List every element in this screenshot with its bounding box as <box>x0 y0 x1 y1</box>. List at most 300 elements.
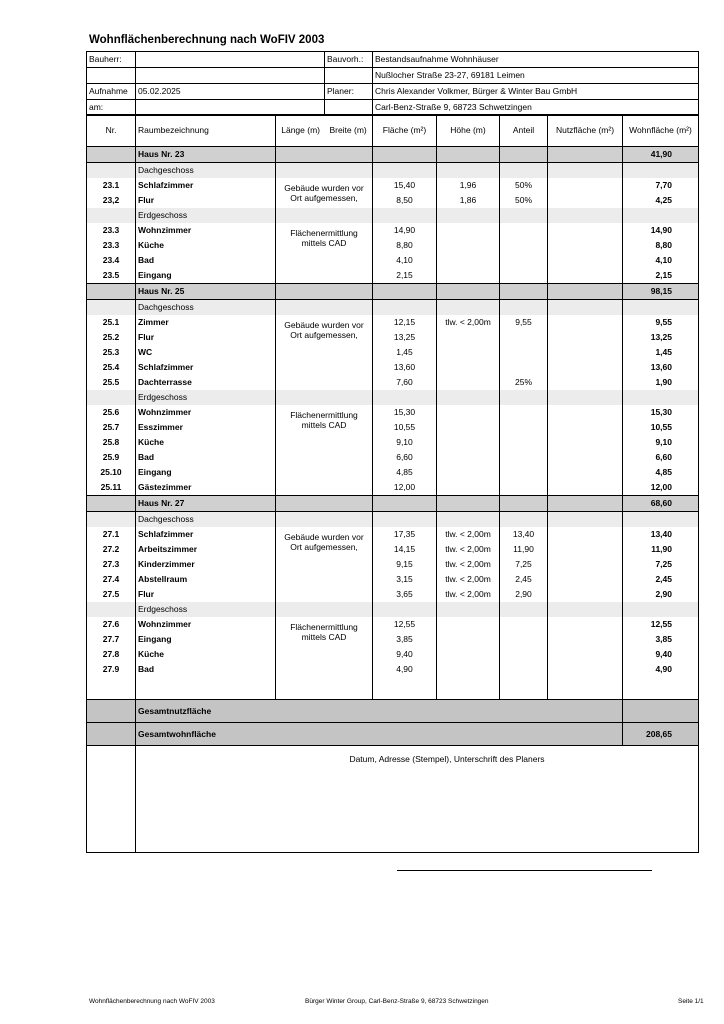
room-anteil <box>500 647 548 662</box>
room-flaeche: 7,60 <box>373 375 437 390</box>
room-wohnflaeche: 2,45 <box>623 572 699 587</box>
room-hoehe <box>437 450 500 465</box>
room-nutzflaeche <box>548 178 623 193</box>
room-name: Abstellraum <box>136 572 276 587</box>
room-hoehe <box>437 238 500 253</box>
floor-cell <box>548 300 623 316</box>
floor-cell <box>437 163 500 179</box>
room-flaeche: 3,15 <box>373 572 437 587</box>
col-hoehe: Höhe (m) <box>437 115 500 147</box>
room-name: Zimmer <box>136 315 276 330</box>
total-wohnflaeche-row <box>87 723 699 746</box>
house-dims-cell <box>276 496 373 512</box>
floor-nr-cell <box>87 602 136 617</box>
floor-cell <box>623 512 699 528</box>
room-nutzflaeche <box>548 345 623 360</box>
room-wohnflaeche: 2,90 <box>623 587 699 602</box>
room-row <box>87 360 699 375</box>
signature-label: Datum, Adresse (Stempel), Unterschrift des Planers <box>349 754 545 764</box>
house-cell <box>500 496 548 512</box>
room-row <box>87 238 699 253</box>
room-anteil: 2,45 <box>500 572 548 587</box>
planer-label: Planer: <box>325 84 373 100</box>
floor-cell <box>437 208 500 223</box>
floor-cell <box>623 390 699 405</box>
room-anteil <box>500 223 548 238</box>
house-cell <box>548 147 623 163</box>
floor-cell <box>623 300 699 316</box>
room-name: Flur <box>136 587 276 602</box>
room-nutzflaeche <box>548 450 623 465</box>
room-wohnflaeche: 9,55 <box>623 315 699 330</box>
room-wohnflaeche: 2,15 <box>623 268 699 284</box>
room-row <box>87 647 699 662</box>
floor-row <box>87 300 699 316</box>
signature-line <box>397 870 652 871</box>
bauherr-label: Bauherr: <box>87 52 136 68</box>
room-nr: 25.11 <box>87 480 136 496</box>
house-wohnflaeche: 41,90 <box>623 147 699 163</box>
room-name: Eingang <box>136 632 276 647</box>
room-row <box>87 662 699 677</box>
floor-name: Erdgeschoss <box>136 390 276 405</box>
floor-cell <box>500 163 548 179</box>
house-dims-cell <box>276 284 373 300</box>
room-hoehe: tlw. < 2,00m <box>437 557 500 572</box>
room-hoehe <box>437 465 500 480</box>
room-hoehe <box>437 435 500 450</box>
room-wohnflaeche: 8,80 <box>623 238 699 253</box>
room-anteil: 50% <box>500 178 548 193</box>
room-nr: 23.5 <box>87 268 136 284</box>
house-cell <box>373 496 437 512</box>
room-wohnflaeche: 4,85 <box>623 465 699 480</box>
floor-cell <box>623 208 699 223</box>
house-wohnflaeche: 68,60 <box>623 496 699 512</box>
floor-row <box>87 208 699 223</box>
room-anteil <box>500 345 548 360</box>
floor-name: Dachgeschoss <box>136 512 276 528</box>
house-cell <box>500 284 548 300</box>
house-nr-cell <box>87 147 136 163</box>
room-wohnflaeche: 4,10 <box>623 253 699 268</box>
floor-dims-cell <box>276 602 373 617</box>
col-laenge-breite <box>276 115 373 147</box>
floor-cell <box>437 512 500 528</box>
measurement-note: Gebäude wurden vor Ort aufgemessen, <box>276 315 373 390</box>
measurement-note: Flächenermittlung mittels CAD <box>276 223 373 284</box>
room-row <box>87 345 699 360</box>
floor-name: Dachgeschoss <box>136 163 276 179</box>
room-row <box>87 193 699 208</box>
house-cell <box>373 284 437 300</box>
room-anteil <box>500 360 548 375</box>
room-hoehe: 1,96 <box>437 178 500 193</box>
room-nutzflaeche <box>548 662 623 677</box>
room-flaeche: 13,25 <box>373 330 437 345</box>
room-name: Arbeitszimmer <box>136 542 276 557</box>
room-nr: 27.2 <box>87 542 136 557</box>
house-cell <box>437 284 500 300</box>
room-name: Kinderzimmer <box>136 557 276 572</box>
room-flaeche: 6,60 <box>373 450 437 465</box>
room-anteil <box>500 465 548 480</box>
total-wohnflaeche-label: Gesamtwohnfläche <box>136 723 623 746</box>
area-table <box>86 114 699 853</box>
room-anteil <box>500 330 548 345</box>
room-name: Küche <box>136 647 276 662</box>
room-row <box>87 435 699 450</box>
floor-row <box>87 602 699 617</box>
room-hoehe <box>437 375 500 390</box>
room-wohnflaeche: 9,10 <box>623 435 699 450</box>
room-flaeche: 9,10 <box>373 435 437 450</box>
room-name: Gästezimmer <box>136 480 276 496</box>
footer-right: Seite 1/1 <box>678 998 704 1005</box>
col-flaeche: Fläche (m²) <box>373 115 437 147</box>
footer-center: Bürger Winter Group, Carl-Benz-Straße 9, 68723 Schwetzingen <box>305 998 489 1005</box>
room-flaeche: 4,10 <box>373 253 437 268</box>
room-nutzflaeche <box>548 268 623 284</box>
floor-cell <box>548 163 623 179</box>
floor-cell <box>548 602 623 617</box>
bauvorhaben-line2: Nußlocher Straße 23-27, 69181 Leimen <box>373 68 699 84</box>
room-anteil <box>500 405 548 420</box>
room-row <box>87 178 699 193</box>
house-cell <box>500 147 548 163</box>
room-anteil <box>500 662 548 677</box>
room-nr: 23,2 <box>87 193 136 208</box>
room-anteil <box>500 238 548 253</box>
room-flaeche: 1,45 <box>373 345 437 360</box>
col-anteil: Anteil <box>500 115 548 147</box>
house-row <box>87 496 699 512</box>
room-wohnflaeche: 12,55 <box>623 617 699 632</box>
room-hoehe <box>437 223 500 238</box>
house-cell <box>548 284 623 300</box>
footer-left: Wohnflächenberechnung nach WoFIV 2003 <box>89 998 215 1005</box>
room-hoehe <box>437 268 500 284</box>
room-wohnflaeche: 12,00 <box>623 480 699 496</box>
room-anteil <box>500 435 548 450</box>
room-hoehe <box>437 420 500 435</box>
room-nr: 25.10 <box>87 465 136 480</box>
room-name: Eingang <box>136 465 276 480</box>
floor-cell <box>548 512 623 528</box>
floor-nr-cell <box>87 208 136 223</box>
room-nr: 25.4 <box>87 360 136 375</box>
col-nr: Nr. <box>87 115 136 147</box>
room-anteil: 7,25 <box>500 557 548 572</box>
room-name: Wohnzimmer <box>136 223 276 238</box>
room-name: Eingang <box>136 268 276 284</box>
room-row <box>87 587 699 602</box>
room-name: Flur <box>136 193 276 208</box>
room-name: Schlafzimmer <box>136 178 276 193</box>
room-hoehe <box>437 632 500 647</box>
total-nutzflaeche-row <box>87 700 699 723</box>
room-nr: 25.1 <box>87 315 136 330</box>
floor-cell <box>373 602 437 617</box>
room-anteil <box>500 420 548 435</box>
total-wohnflaeche-value: 208,65 <box>623 723 699 746</box>
room-anteil: 9,55 <box>500 315 548 330</box>
total-nutzflaeche-value <box>623 700 699 723</box>
bauvorhaben-label: Bauvorh.: <box>325 52 373 68</box>
floor-name: Dachgeschoss <box>136 300 276 316</box>
signature-row <box>87 746 699 853</box>
room-name: Küche <box>136 238 276 253</box>
floor-dims-cell <box>276 208 373 223</box>
room-anteil <box>500 632 548 647</box>
house-cell <box>437 147 500 163</box>
room-wohnflaeche: 1,45 <box>623 345 699 360</box>
bauvorhaben-line1: Bestandsaufnahme Wohnhäuser <box>373 52 699 68</box>
room-nutzflaeche <box>548 238 623 253</box>
room-nutzflaeche <box>548 405 623 420</box>
house-cell <box>437 496 500 512</box>
room-nr: 23.3 <box>87 223 136 238</box>
house-cell <box>548 496 623 512</box>
room-wohnflaeche: 4,25 <box>623 193 699 208</box>
room-nutzflaeche <box>548 572 623 587</box>
room-row <box>87 375 699 390</box>
room-wohnflaeche: 13,40 <box>623 527 699 542</box>
room-flaeche: 14,15 <box>373 542 437 557</box>
room-nr: 27.9 <box>87 662 136 677</box>
room-wohnflaeche: 3,85 <box>623 632 699 647</box>
room-hoehe: tlw. < 2,00m <box>437 315 500 330</box>
room-wohnflaeche: 7,70 <box>623 178 699 193</box>
room-name: Küche <box>136 435 276 450</box>
bauherr-value <box>136 52 325 68</box>
room-flaeche: 4,85 <box>373 465 437 480</box>
room-hoehe: tlw. < 2,00m <box>437 527 500 542</box>
room-wohnflaeche: 15,30 <box>623 405 699 420</box>
room-anteil <box>500 617 548 632</box>
room-row <box>87 542 699 557</box>
room-wohnflaeche: 10,55 <box>623 420 699 435</box>
room-row <box>87 572 699 587</box>
house-wohnflaeche: 98,15 <box>623 284 699 300</box>
col-breite: Breite (m) <box>329 125 367 135</box>
room-nutzflaeche <box>548 253 623 268</box>
room-hoehe <box>437 330 500 345</box>
room-name: Schlafzimmer <box>136 360 276 375</box>
house-row <box>87 284 699 300</box>
room-nr: 25.8 <box>87 435 136 450</box>
room-name: Bad <box>136 450 276 465</box>
floor-cell <box>500 208 548 223</box>
room-nutzflaeche <box>548 557 623 572</box>
room-nutzflaeche <box>548 632 623 647</box>
room-row <box>87 557 699 572</box>
room-nr: 27.1 <box>87 527 136 542</box>
room-row <box>87 527 699 542</box>
room-row <box>87 465 699 480</box>
room-nr: 27.4 <box>87 572 136 587</box>
room-nr: 27.5 <box>87 587 136 602</box>
page-title: Wohnflächenberechnung nach WoFIV 2003 <box>89 34 325 46</box>
room-nr: 23.4 <box>87 253 136 268</box>
room-nutzflaeche <box>548 330 623 345</box>
room-nutzflaeche <box>548 360 623 375</box>
room-nr: 25.9 <box>87 450 136 465</box>
floor-nr-cell <box>87 163 136 179</box>
floor-nr-cell <box>87 390 136 405</box>
room-nutzflaeche <box>548 420 623 435</box>
aufnahme-value: 05.02.2025 <box>136 84 325 100</box>
house-name: Haus Nr. 23 <box>136 147 276 163</box>
spacer-row <box>87 677 699 700</box>
aufnahme-label-am: am: <box>87 100 136 116</box>
col-nutzflaeche: Nutzfläche (m²) <box>548 115 623 147</box>
room-row <box>87 253 699 268</box>
house-nr-cell <box>87 284 136 300</box>
room-wohnflaeche: 13,25 <box>623 330 699 345</box>
house-dims-cell <box>276 147 373 163</box>
floor-cell <box>500 390 548 405</box>
room-hoehe: tlw. < 2,00m <box>437 572 500 587</box>
room-flaeche: 12,55 <box>373 617 437 632</box>
room-nutzflaeche <box>548 480 623 496</box>
floor-row <box>87 390 699 405</box>
room-nutzflaeche <box>548 647 623 662</box>
floor-cell <box>500 602 548 617</box>
room-nr: 23.1 <box>87 178 136 193</box>
room-nr: 27.3 <box>87 557 136 572</box>
floor-dims-cell <box>276 163 373 179</box>
room-flaeche: 3,65 <box>373 587 437 602</box>
room-row <box>87 223 699 238</box>
floor-dims-cell <box>276 512 373 528</box>
floor-cell <box>623 163 699 179</box>
room-hoehe: tlw. < 2,00m <box>437 542 500 557</box>
room-nr: 27.6 <box>87 617 136 632</box>
room-nr: 23.3 <box>87 238 136 253</box>
room-flaeche: 2,15 <box>373 268 437 284</box>
room-nutzflaeche <box>548 587 623 602</box>
room-flaeche: 14,90 <box>373 223 437 238</box>
room-nutzflaeche <box>548 223 623 238</box>
room-flaeche: 12,15 <box>373 315 437 330</box>
floor-cell <box>548 390 623 405</box>
floor-cell <box>437 300 500 316</box>
column-header-row <box>87 115 699 147</box>
room-row <box>87 617 699 632</box>
room-wohnflaeche: 9,40 <box>623 647 699 662</box>
total-nutzflaeche-label: Gesamtnutzfläche <box>136 700 623 723</box>
room-hoehe <box>437 480 500 496</box>
room-flaeche: 15,40 <box>373 178 437 193</box>
room-anteil <box>500 268 548 284</box>
floor-cell <box>373 208 437 223</box>
floor-row <box>87 163 699 179</box>
room-nutzflaeche <box>548 542 623 557</box>
room-nutzflaeche <box>548 465 623 480</box>
room-nr: 27.7 <box>87 632 136 647</box>
room-nutzflaeche <box>548 315 623 330</box>
floor-name: Erdgeschoss <box>136 208 276 223</box>
room-wohnflaeche: 6,60 <box>623 450 699 465</box>
floor-nr-cell <box>87 512 136 528</box>
floor-cell <box>548 208 623 223</box>
measurement-note: Flächenermittlung mittels CAD <box>276 405 373 496</box>
room-wohnflaeche: 7,25 <box>623 557 699 572</box>
room-hoehe <box>437 647 500 662</box>
room-anteil: 25% <box>500 375 548 390</box>
room-flaeche: 10,55 <box>373 420 437 435</box>
room-anteil <box>500 253 548 268</box>
room-row <box>87 268 699 284</box>
planer-line1: Chris Alexander Volkmer, Bürger & Winter Bau GmbH <box>373 84 699 100</box>
room-name: WC <box>136 345 276 360</box>
room-nr: 27.8 <box>87 647 136 662</box>
room-name: Esszimmer <box>136 420 276 435</box>
house-row <box>87 147 699 163</box>
floor-cell <box>373 300 437 316</box>
measurement-note: Gebäude wurden vor Ort aufgemessen, <box>276 527 373 602</box>
room-anteil: 2,90 <box>500 587 548 602</box>
room-row <box>87 632 699 647</box>
room-flaeche: 12,00 <box>373 480 437 496</box>
floor-cell <box>623 602 699 617</box>
room-hoehe <box>437 405 500 420</box>
house-name: Haus Nr. 25 <box>136 284 276 300</box>
room-hoehe <box>437 345 500 360</box>
room-anteil: 13,40 <box>500 527 548 542</box>
room-hoehe: tlw. < 2,00m <box>437 587 500 602</box>
room-row <box>87 450 699 465</box>
room-wohnflaeche: 13,60 <box>623 360 699 375</box>
room-flaeche: 9,40 <box>373 647 437 662</box>
room-wohnflaeche: 11,90 <box>623 542 699 557</box>
room-flaeche: 3,85 <box>373 632 437 647</box>
floor-dims-cell <box>276 300 373 316</box>
col-wohnflaeche: Wohnfläche (m²) <box>623 115 699 147</box>
room-name: Dachterrasse <box>136 375 276 390</box>
room-nutzflaeche <box>548 375 623 390</box>
room-hoehe <box>437 617 500 632</box>
room-name: Bad <box>136 662 276 677</box>
floor-cell <box>373 390 437 405</box>
col-laenge: Länge (m) <box>281 125 320 135</box>
room-flaeche: 15,30 <box>373 405 437 420</box>
floor-dims-cell <box>276 390 373 405</box>
room-flaeche: 4,90 <box>373 662 437 677</box>
floor-row <box>87 512 699 528</box>
room-wohnflaeche: 1,90 <box>623 375 699 390</box>
room-hoehe: 1,86 <box>437 193 500 208</box>
room-nr: 25.6 <box>87 405 136 420</box>
aufnahme-label: Aufnahme <box>87 84 136 100</box>
room-row <box>87 420 699 435</box>
room-flaeche: 17,35 <box>373 527 437 542</box>
room-anteil <box>500 480 548 496</box>
floor-cell <box>373 163 437 179</box>
floor-cell <box>500 300 548 316</box>
floor-cell <box>437 602 500 617</box>
room-nr: 25.2 <box>87 330 136 345</box>
col-raumbezeichnung: Raumbezeichnung <box>136 115 276 147</box>
room-anteil <box>500 450 548 465</box>
floor-cell <box>500 512 548 528</box>
room-nr: 25.5 <box>87 375 136 390</box>
room-flaeche: 8,50 <box>373 193 437 208</box>
room-name: Schlafzimmer <box>136 527 276 542</box>
room-flaeche: 9,15 <box>373 557 437 572</box>
room-row <box>87 405 699 420</box>
